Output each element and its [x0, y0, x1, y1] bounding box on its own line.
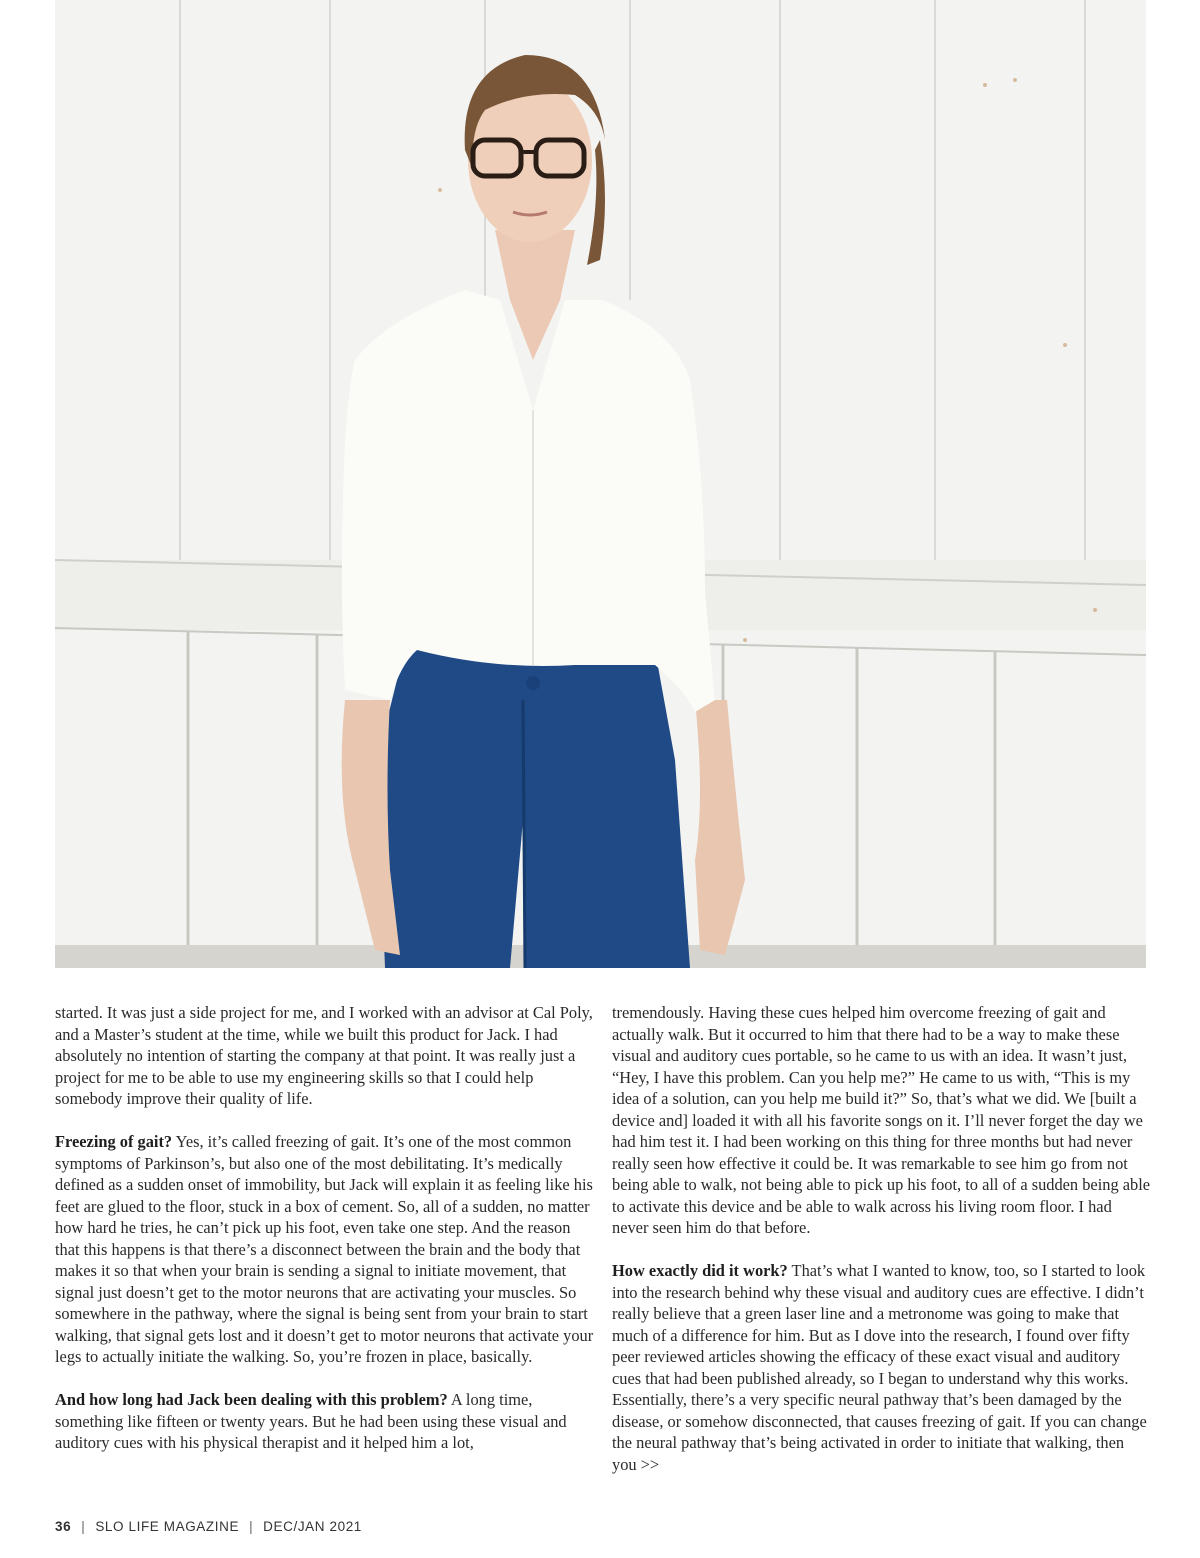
issue-date: DEC/JAN 2021: [263, 1519, 362, 1534]
qa-paragraph: [55, 1389, 595, 1454]
paragraph-text: tremendously. Having these cues helped him overcome freezing of gait and actually walk. But it occurred to him that there had to be a way to make these visual and auditory cues portable, so he came to us with an idea. It wasn’t just, “Hey, I have this problem. Can you help me?” He came to us with, “This is my idea of a solution, can you help me build it?” So, that’s what we did. We [built a device and] loaded it with all his favorite songs on it. I’ll never forget the day we had him test it. I had been working on this thing for three months but had never really seen how effective it could be. It was remarkable to see him go from not being able to walk, not being able to pick up his foot, to all of a sudden being able to activate this device and be able to walk across his living room floor. I had never seen him do that before.: [612, 1003, 1151, 1237]
paragraph-text: started. It was just a side project for me, and I worked with an advisor at Cal Poly, and a Master’s student at the time, while we built this product for Jack. I had absolutely no intention of starting the company at that point. It was really just a project for me to be able to use my engineering skills so that I could help somebody improve their quality of life.: [55, 1003, 593, 1108]
portrait-photo: [55, 0, 1146, 968]
page-number: 36: [55, 1519, 72, 1534]
interview-answer: A long time, something like fifteen or twenty years. But he had been using these visual and auditory cues with his physical therapist and it helped him a lot,: [55, 1390, 567, 1452]
footer-divider: |: [249, 1519, 254, 1534]
interview-question: Freezing of gait?: [55, 1132, 173, 1151]
qa-paragraph: [55, 1131, 595, 1368]
article-column-left: [55, 1002, 595, 1475]
interview-question: How exactly did it work?: [612, 1261, 788, 1280]
paragraph: [55, 1002, 595, 1110]
interview-answer: Yes, it’s called freezing of gait. It’s one of the most common symptoms of Parkinson’s, but also one of the most debilitating. It’s medically defined as a sudden onset of immobility, but Jack will explain it as feeling like his feet are glued to the floor, stuck in a box of cement. So, all of a sudden, no matter how hard he tries, he can’t pick up his foot, even take one step. And the reason that this happens is that there’s a disconnect between the brain and the body that makes it so that when your brain is sending a signal to initiate movement, that signal just doesn’t get to the motor neurons that are activating your muscles. So somewhere in the pathway, where the signal is being sent from your brain to start walking, that signal gets lost and it doesn’t get to motor neurons that activate your legs to actually initiate the walking. So, you’re frozen in place, basically.: [55, 1132, 594, 1366]
interview-answer: That’s what I wanted to know, too, so I started to look into the research behind why these visual and auditory cues are effective. I didn’t really believe that a green laser line and a metronome was going to make that much of a difference for him. But as I dove into the research, I found over fifty peer reviewed articles showing the efficacy of these exact visual and auditory cues that had been published already, so I began to understand why this works. Essentially, there’s a very specific neural pathway that’s been damaged by the disease, or somehow disconnected, that causes freezing of gait. If you can change the neural pathway that’s being activated in order to initiate that walking, then you >>: [612, 1261, 1147, 1474]
paragraph: [612, 1002, 1152, 1239]
interview-question: And how long had Jack been dealing with this problem?: [55, 1390, 448, 1409]
page-footer: [55, 1519, 362, 1534]
footer-divider: |: [81, 1519, 86, 1534]
magazine-name: SLO LIFE MAGAZINE: [95, 1519, 240, 1534]
qa-paragraph: [612, 1260, 1152, 1475]
article-column-right: [612, 1002, 1152, 1497]
